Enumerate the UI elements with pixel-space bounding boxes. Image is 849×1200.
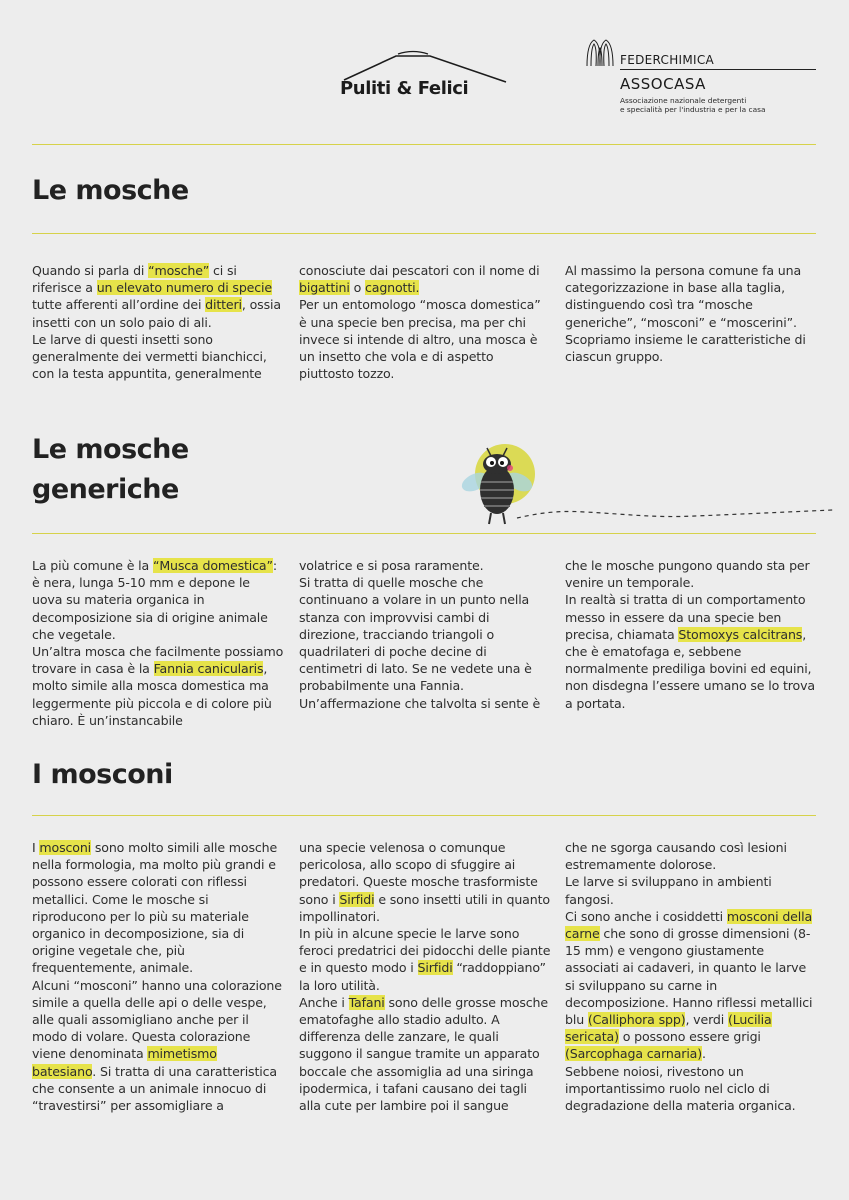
paragraph bbox=[32, 977, 284, 1115]
text-run: o bbox=[349, 280, 365, 296]
logo-divider bbox=[620, 69, 816, 70]
paragraph bbox=[299, 262, 551, 296]
text-run: e sono insetti utili in quanto impollinatori. bbox=[299, 891, 550, 924]
highlighted-term: ditteri bbox=[205, 297, 242, 313]
section-title bbox=[32, 171, 189, 211]
section-title-line: Le mosche bbox=[32, 434, 189, 465]
assocasa-subtitle: Associazione nazionale detergenti e specialità per l'industria e per la casa bbox=[620, 96, 766, 114]
highlighted-term: Sirfidi bbox=[339, 891, 375, 907]
text-run: che sono di grosse dimensioni (8-15 mm) e vengono giustamente associati ai cadaveri, in quanto le larve si sviluppano su carne in decomposizione. Hanno riflessi metallici blu bbox=[565, 926, 813, 1028]
section-title-line: I mosconi bbox=[32, 759, 173, 790]
paragraph bbox=[299, 839, 551, 925]
paragraph bbox=[299, 296, 551, 382]
text-run: La più comune è la bbox=[32, 558, 153, 573]
text-run: Per un entomologo “mosca domestica” è una specie ben precisa, ma per chi invece si intende di altro, una mosca è un insetto che vola e di aspetto piuttosto tozzo. bbox=[299, 297, 541, 382]
text-run: . bbox=[702, 1046, 706, 1062]
section-title bbox=[32, 430, 189, 510]
logo-text: Puliti & Felici bbox=[340, 78, 469, 99]
paragraph bbox=[299, 574, 551, 694]
text-run: Al massimo la persona comune fa una categorizzazione in base alla taglia, distinguendo così tra “mosche generiche”, “mosconi” e “moscerini”. bbox=[565, 263, 802, 330]
text-run: Si tratta di quelle mosche che continuano a volare in un punto nella stanza con improvvisi cambi di direzione, tracciando triangoli o quadrilateri di poche decine di centimetri di lato. Se ne vedete una è probabilmente una Fannia. bbox=[299, 575, 532, 694]
paragraph bbox=[565, 262, 817, 331]
text-run: , che è ematofaga e, sebbene normalmente prediliga bovini ed equini, non disdegna l’essere umano se lo trova a portata. bbox=[565, 626, 815, 711]
paragraph bbox=[32, 262, 284, 331]
paragraph bbox=[565, 557, 817, 591]
divider-line bbox=[32, 233, 816, 234]
text-run: , molto simile alla mosca domestica ma leggermente più piccola e di colore più chiaro. È un’instancabile bbox=[32, 661, 272, 728]
paragraph bbox=[32, 643, 284, 729]
text-run: o possono essere grigi bbox=[618, 1029, 761, 1045]
text-run: volatrice e si posa raramente. bbox=[299, 558, 484, 573]
paragraph bbox=[299, 925, 551, 994]
text-run: I bbox=[32, 840, 40, 855]
highlighted-term: “Musca domestica” bbox=[152, 558, 273, 573]
text-run: Sebbene noiosi, rivestono un importantissimo ruolo nel ciclo di degradazione della materia organica. bbox=[565, 1063, 796, 1114]
highlighted-term: un elevato numero di specie bbox=[96, 280, 272, 296]
highlighted-term: Tafani bbox=[348, 994, 385, 1010]
section-title bbox=[32, 755, 173, 795]
divider-line bbox=[32, 815, 816, 816]
highlighted-term: mimetismo batesiano bbox=[32, 1046, 217, 1079]
divider-line bbox=[32, 144, 816, 145]
text-column bbox=[565, 557, 817, 712]
paragraph bbox=[565, 1063, 817, 1115]
text-run: sono molto simili alle mosche nella formologia, ma molto più grandi e possono essere colorati con riflessi metallici. Come le mosche si riproducono per lo più su materiale organico in decomposizione, sia di origine vegetale che, più frequentemente, animale. bbox=[32, 840, 278, 976]
assocasa-label: ASSOCASA bbox=[620, 75, 706, 93]
text-run: tutte afferenti all’ordine dei bbox=[32, 297, 206, 313]
paragraph bbox=[299, 695, 551, 712]
paragraph bbox=[565, 873, 817, 907]
text-run: Anche i bbox=[299, 994, 349, 1010]
text-run: una specie velenosa o comunque pericolosa, allo scopo di sfuggire ai predatori. Queste mosche trasformiste sono i bbox=[299, 840, 538, 907]
text-run: Ci sono anche i cosiddetti bbox=[565, 908, 727, 924]
text-column bbox=[32, 557, 284, 729]
section-title-line: generiche bbox=[32, 474, 179, 505]
highlighted-term: Sirfidi bbox=[417, 960, 453, 976]
paragraph bbox=[565, 331, 817, 365]
text-run: , verdi bbox=[685, 1012, 728, 1028]
text-run: : è nera, lunga 5-10 mm e depone le uova su materia organica in decomposizione sia di origine animale che vegetale. bbox=[32, 558, 277, 642]
text-column bbox=[32, 262, 284, 382]
text-column bbox=[565, 262, 817, 365]
text-run: Quando si parla di bbox=[32, 263, 149, 278]
text-column bbox=[299, 262, 551, 382]
paragraph bbox=[32, 839, 284, 977]
federchimica-label: FEDERCHIMICA bbox=[620, 53, 715, 67]
paragraph bbox=[32, 331, 284, 383]
text-run: Le larve di questi insetti sono generalmente dei vermetti bianchicci, con la testa appuntita, generalmente bbox=[32, 331, 267, 382]
highlighted-term: mosconi della carne bbox=[565, 908, 813, 942]
highlighted-term: mosconi bbox=[39, 840, 92, 855]
text-run: Un’altra mosca che facilmente possiamo trovare in casa è la bbox=[32, 644, 284, 677]
text-run: “raddoppiano” la loro utilità. bbox=[299, 960, 546, 993]
paragraph bbox=[299, 994, 551, 1114]
text-run: . Si tratta di una caratteristica che consente a un animale innocuo di “travestirsi” per assomigliare a bbox=[32, 1063, 277, 1114]
flight-trail bbox=[517, 510, 833, 518]
text-run: sono delle grosse mosche ematofaghe allo stadio adulto. A differenza delle zanzare, le quali suggono il sangue tramite un apparato boccale che assomiglia ad una siringa ipodermica, i tafani causano dei tagli alla cute per lambire poi il sangue bbox=[299, 994, 548, 1114]
section-title-line: Le mosche bbox=[32, 175, 189, 206]
federchimica-emblem-icon bbox=[584, 38, 616, 68]
highlighted-term: Stomoxys calcitrans bbox=[678, 626, 803, 642]
highlighted-term: Fannia canicularis bbox=[153, 661, 264, 677]
paragraph bbox=[565, 839, 817, 873]
text-run: Alcuni “mosconi” hanno una colorazione simile a quella delle api o delle vespe, alle quali assomigliano anche per il modo di volare. Questa colorazione viene denominata bbox=[32, 977, 282, 1062]
text-run: , ossia insetti con un solo paio di ali. bbox=[32, 297, 281, 330]
text-run: Scopriamo insieme le caratteristiche di ciascun gruppo. bbox=[565, 331, 806, 365]
paragraph bbox=[299, 557, 551, 574]
paragraph bbox=[32, 557, 284, 643]
text-run: Un’affermazione che talvolta si sente è bbox=[299, 695, 541, 711]
paragraph bbox=[565, 591, 817, 711]
paragraph bbox=[565, 908, 817, 1063]
text-run: In più in alcune specie le larve sono feroci predatrici dei pidocchi delle piante e in questo modo i bbox=[299, 926, 551, 976]
fly-illustration bbox=[455, 438, 835, 538]
highlighted-term: (Sarcophaga carnaria) bbox=[565, 1046, 703, 1062]
text-column bbox=[32, 839, 284, 1114]
text-run: ci si riferisce a bbox=[32, 263, 237, 296]
federchimica-assocasa-logo bbox=[584, 38, 820, 118]
highlighted-term: bigattini bbox=[299, 280, 350, 296]
text-run: Le larve si sviluppano in ambienti fangosi. bbox=[565, 874, 772, 907]
highlighted-term: “mosche” bbox=[148, 263, 210, 278]
text-run: In realtà si tratta di un comportamento messo in essere da una specie ben precisa, chiamata bbox=[565, 592, 806, 642]
text-column bbox=[299, 557, 551, 712]
text-column bbox=[299, 839, 551, 1114]
highlighted-term: (Calliphora spp) bbox=[587, 1012, 686, 1028]
puliti-felici-logo bbox=[338, 50, 508, 102]
highlighted-term: cagnotti. bbox=[364, 280, 420, 296]
text-run: che ne sgorga causando così lesioni estremamente dolorose. bbox=[565, 840, 787, 873]
text-run: che le mosche pungono quando sta per venire un temporale. bbox=[565, 558, 810, 591]
highlighted-term: (Lucilia sericata) bbox=[565, 1012, 772, 1045]
text-run: conosciute dai pescatori con il nome di bbox=[299, 263, 540, 278]
text-column bbox=[565, 839, 817, 1114]
